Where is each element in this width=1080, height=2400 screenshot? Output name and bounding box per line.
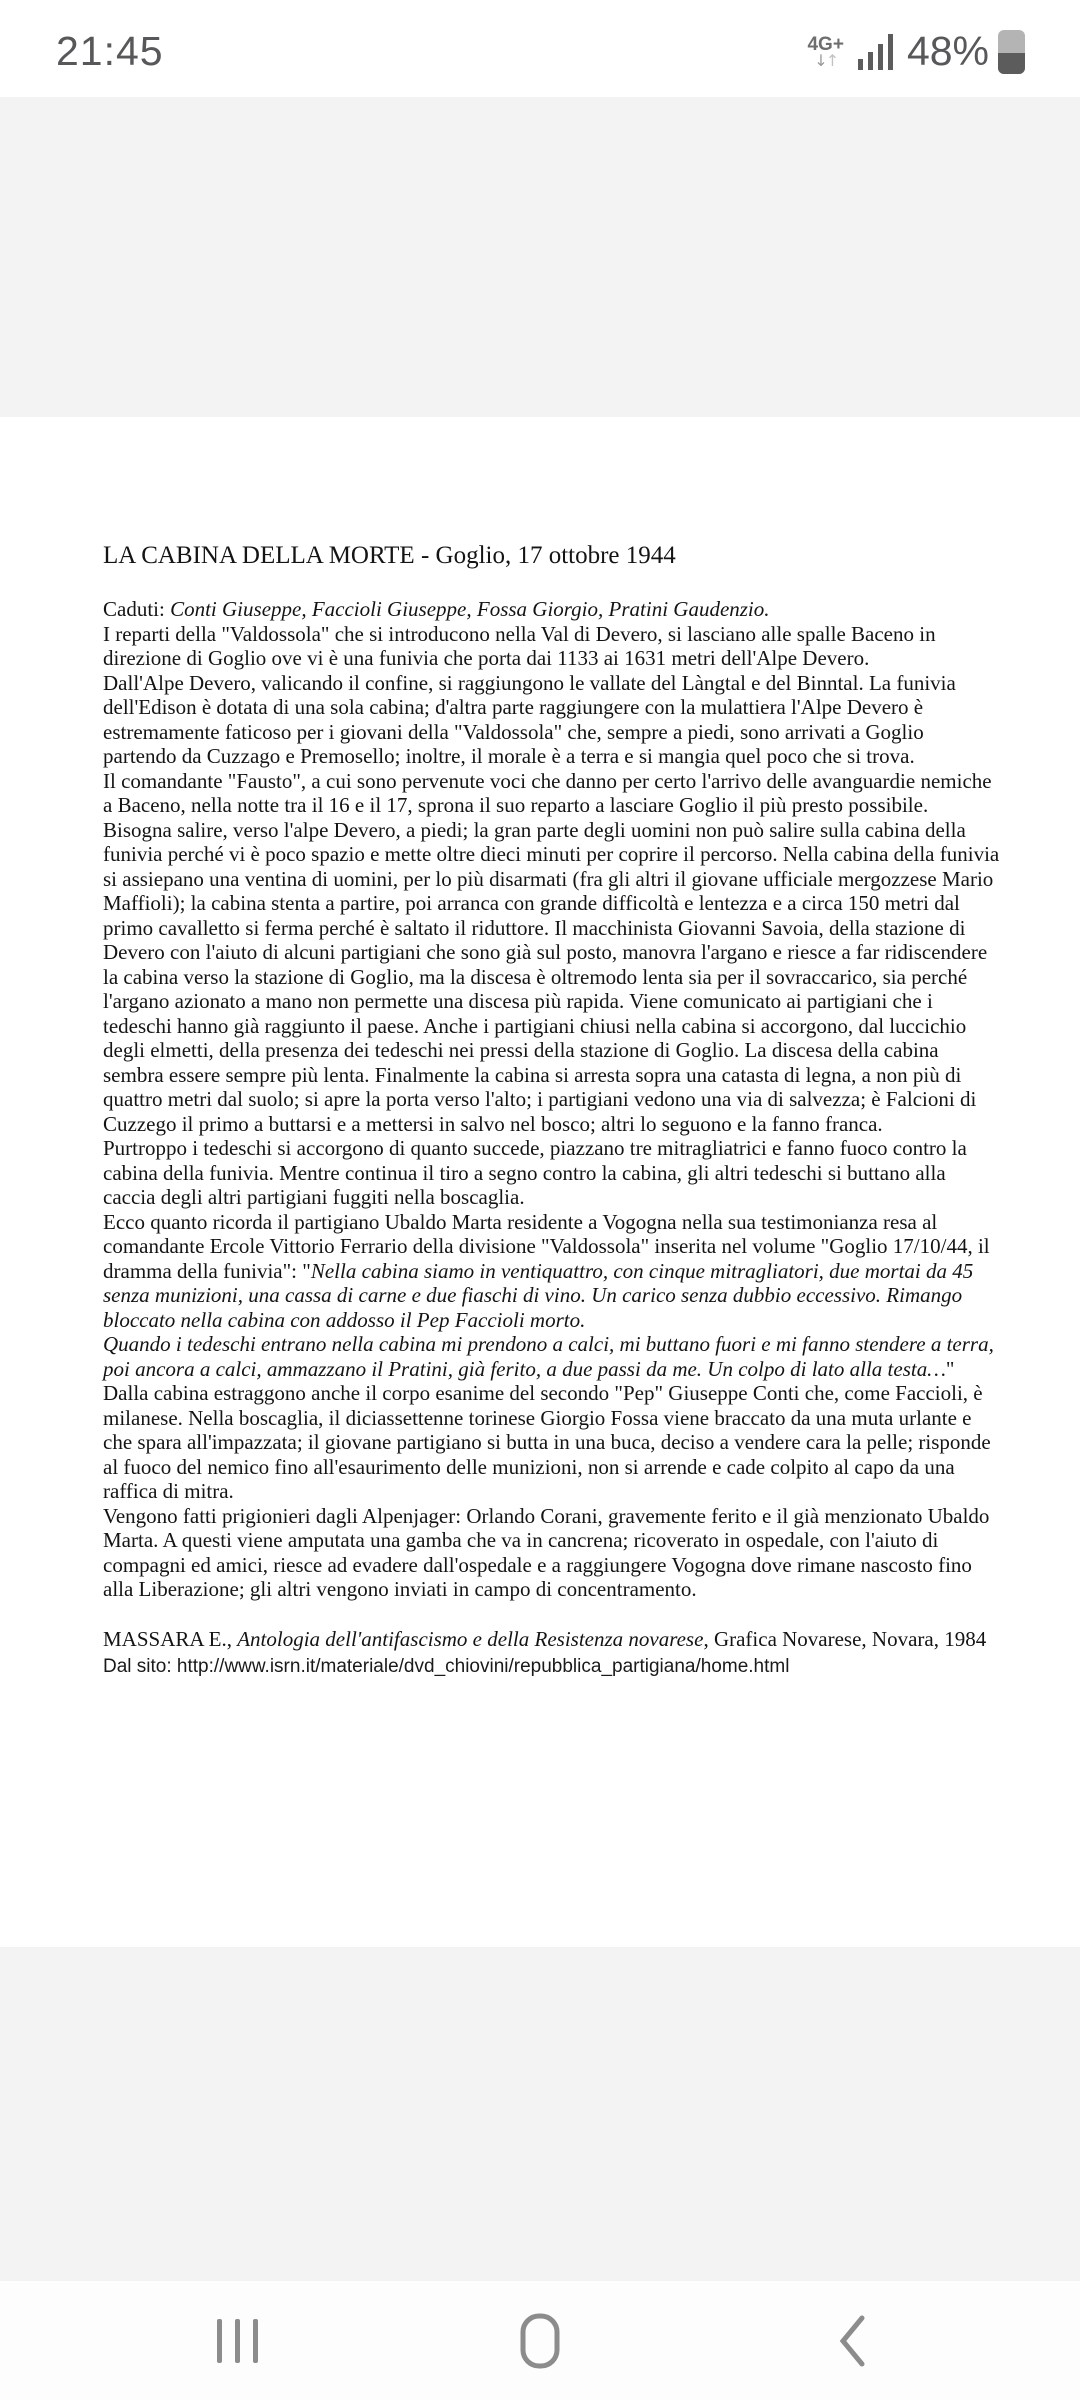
back-button[interactable] bbox=[777, 2281, 927, 2400]
signal-strength-icon bbox=[858, 34, 896, 70]
data-activity-arrows-icon: ↓↑ bbox=[814, 51, 838, 70]
paragraph: Il comandante "Fausto", a cui sono pervenute voci che danno per certo l'arrivo delle avanguardie nemiche a Baceno, nella notte tra il 16 e il 17, sprona il suo reparto a lasciare Goglio il più presto possibile. Bisogna salire, verso l'alpe Devero, a piedi; la gran parte degli uomini non può salire sulla cabina della funivia perché vi è poco spazio e mette oltre dieci minuti per coprire il percorso. Nella cabina della funivia si assiepano una ventina di uomini, per lo più disarmati (fra gli altri il giovane ufficiale mergozzese Mario Maffioli); la cabina stenta a partire, poi arranca con grande difficoltà e lentezza e a circa 150 metri dal primo cavalletto si ferma perché è saltato il riduttore. Il macchinista Giovanni Savoia, della stazione di Devero con l'aiuto di alcuni partigiani che sono già sul posto, manovra l'argano e riesce a far ridiscendere la cabina verso la stazione di Goglio, ma la discesa è oltremodo lenta sia per il sovraccarico, sia perché l'argano azionato a mano non permette una discesa più rapida. Viene comunicato ai partigiani che i tedeschi hanno già raggiunto il paese. Anche i partigiani chiusi nella cabina si accorgono, dal luccichio degli elmetti, della presenza dei tedeschi nei pressi della stazione di Goglio. La discesa della cabina sembra essere sempre più lenta. Finalmente la cabina si arresta sopra una catasta di legna, a non più di quattro metri dal suolo; si apre la porta verso l'alto; i partigiani vedono una via di salvezza; è Falcioni di Cuzzego il primo a buttarsi e a mettersi in salvo nel bosco; altri lo seguono e la fanno franca. bbox=[103, 768, 1000, 1136]
casualties-line: Caduti: Conti Giuseppe, Faccioli Giuseppe, Fossa Giorgio, Pratini Gaudenzio. bbox=[103, 597, 770, 621]
document-page bbox=[0, 417, 1080, 1947]
status-icons bbox=[807, 28, 1025, 75]
home-button[interactable] bbox=[465, 2281, 615, 2400]
battery-icon bbox=[998, 30, 1025, 74]
source-line: Dal sito: http://www.isrn.it/materiale/dvd_chiovini/repubblica_partigiana/home.html bbox=[103, 1656, 790, 1677]
page-gap-above bbox=[0, 97, 1080, 417]
status-clock: 21:45 bbox=[56, 28, 164, 74]
navigation-bar bbox=[0, 2281, 1080, 2400]
page-gap-below bbox=[0, 1947, 1080, 2281]
network-indicator bbox=[807, 35, 843, 68]
recents-button[interactable] bbox=[162, 2281, 312, 2400]
paragraph: Dalla cabina estraggono anche il corpo esanime del secondo "Pep" Giuseppe Conti che, come Faccioli, è milanese. Nella boscaglia, il diciassettenne torinese Giorgio Fossa viene braccato da una muta urlante e che spara all'impazzata; il giovane partigiano si butta in una buca, deciso a vendere cara la pelle; risponde al fuoco del nemico fino all'esaurimento delle munizioni, non si arrende e cade colpito al capo da una raffica di mitra. bbox=[103, 1381, 991, 1503]
network-type-label: 4G+ bbox=[807, 34, 844, 55]
paragraph: Dall'Alpe Devero, valicando il confine, si raggiungono le vallate del Làngtal e del Binntal. La funivia dell'Edison è dotata di una sola cabina; d'altra parte raggiungere con la mulattiera l'Alpe Devero è estremamente faticoso per i giovani della "Valdossola" che, sempre a piedi, sono arrivati a Goglio partendo da Cuzzago e Premosello; inoltre, il morale è a terra e si mangia quel poco che si trova. bbox=[103, 670, 956, 768]
paragraph: Purtroppo i tedeschi si accorgono di quanto succede, piazzano tre mitragliatrici e fanno fuoco contro la cabina della funivia. Mentre continua il tiro a segno contro la cabina, gli altri tedeschi si buttano alla caccia degli altri partigiani fuggiti nella boscaglia. bbox=[103, 1136, 967, 1209]
testimony-paragraph: Quando i tedeschi entrano nella cabina mi prendono a calci, mi buttano fuori e mi fanno stendere a terra, poi ancora a calci, ammazzano il Pratini, già ferito, a due passi da me. Un colpo di lato alla testa…" bbox=[103, 1332, 994, 1381]
testimony-paragraph: Ecco quanto ricorda il partigiano Ubaldo Marta residente a Vogogna nella sua testimonianza resa al comandante Ercole Vittorio Ferrario della divisione "Valdossola" inserita nel volume "Goglio 17/10/44, il dramma della funivia": "Nella cabina siamo in ventiquattro, con cinque mitragliatori, due mortai da 45 senza munizioni, una cassa di carne e due fiaschi di vino. Un carico senza dubbio eccessivo. Rimango bloccato nella cabina con addosso il Pep Faccioli morto. bbox=[103, 1209, 990, 1332]
paragraph: I reparti della "Valdossola" che si introducono nella Val di Devero, si lasciano alle spalle Baceno in direzione di Goglio ove vi è una funivia che porta dai 1133 ai 1631 metri dell'Alpe Devero. bbox=[103, 621, 936, 670]
document-title: LA CABINA DELLA MORTE - Goglio, 17 ottobre 1944 bbox=[103, 542, 676, 569]
paragraph: Vengono fatti prigionieri dagli Alpenjager: Orlando Corani, gravemente ferito e il già menzionato Ubaldo Marta. A questi viene amputata una gamba che va in cancrena; ricoverato in ospedale, con l'aiuto di compagni ed amici, riesce ad evadere dall'ospedale e a raggiungere Vogogna dove rimane nascosto fino alla Liberazione; gli altri vengono inviati in campo di concentramento. bbox=[103, 1503, 990, 1601]
document-body bbox=[103, 597, 1002, 1680]
home-icon bbox=[520, 2313, 560, 2369]
bibliography-line: MASSARA E., Antologia dell'antifascismo e della Resistenza novarese, Grafica Novarese, Novara, 1984 bbox=[103, 1626, 987, 1651]
back-icon bbox=[838, 2314, 866, 2368]
status-bar bbox=[0, 0, 1080, 97]
battery-percent-label: 48% bbox=[906, 28, 989, 74]
recents-icon bbox=[217, 2319, 258, 2363]
